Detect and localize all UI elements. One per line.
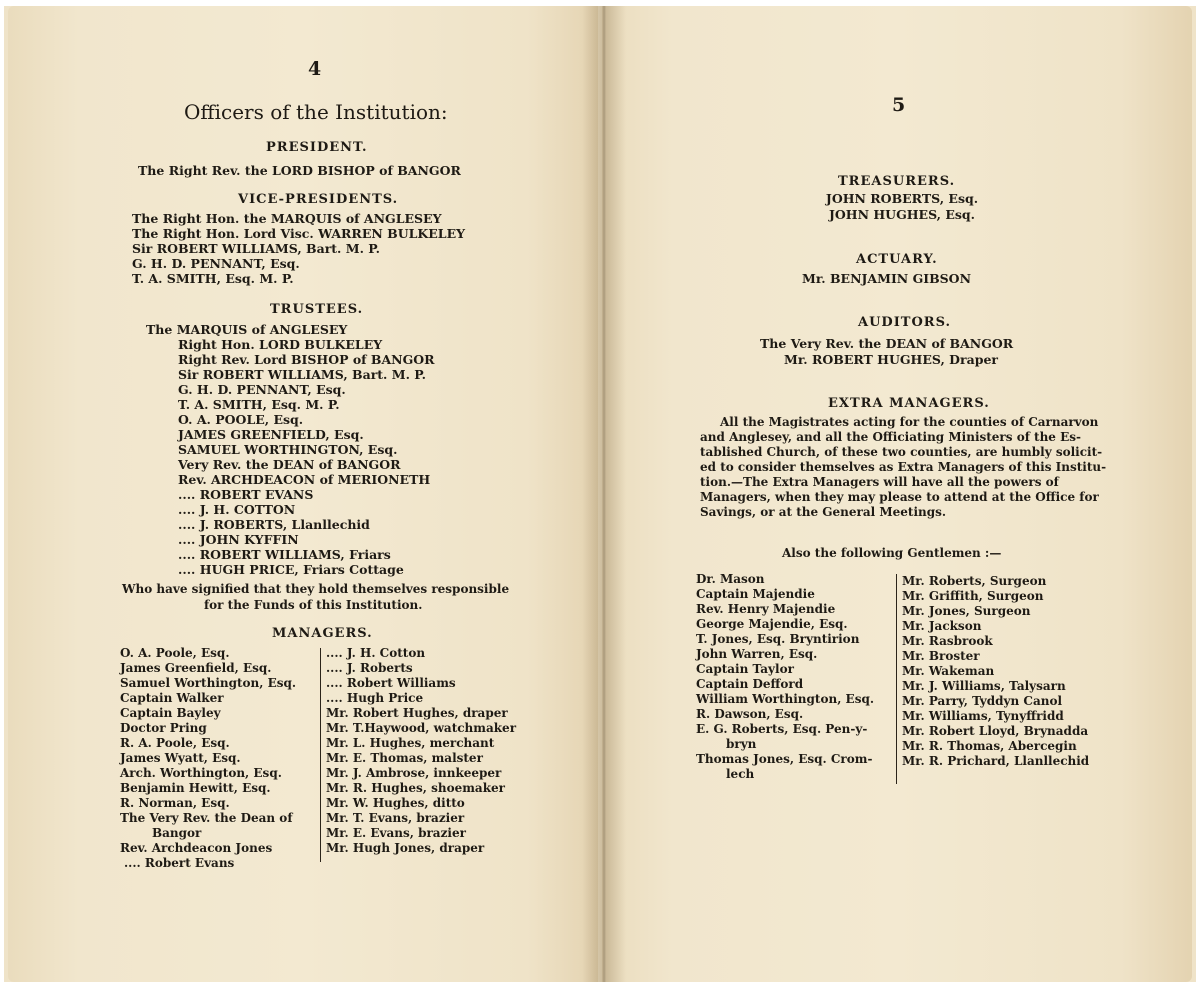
list-item: bryn [726,737,757,751]
list-item: Mr. J. Williams, Talysarn [902,679,1066,693]
list-item: Doctor Pring [120,721,207,735]
trustees-heading: TRUSTEES. [270,302,364,317]
paragraph-line: Managers, when they may please to attend at the Office for [700,490,1099,504]
paragraph-line: All the Magistrates acting for the counties of Carnarvon [720,415,1099,429]
list-item: Sir ROBERT WILLIAMS, Bart. M. P. [178,367,426,382]
list-item: Mr. R. Prichard, Llanllechid [902,754,1090,768]
paragraph-line: tion.—The Extra Managers will have all the powers of [700,475,1059,489]
vice-presidents-heading: VICE-PRESIDENTS. [238,192,399,207]
gentlemen-heading: Also the following Gentlemen :— [782,546,1002,560]
list-item: Very Rev. the DEAN of BANGOR [178,457,401,472]
list-item: Mr. Rasbrook [902,634,993,648]
list-item: Mr. Robert Lloyd, Brynadda [902,724,1089,738]
paragraph-line: tablished Church, of these two counties, are humbly solicit- [700,445,1103,459]
list-item: T. Jones, Esq. Bryntirion [696,632,860,646]
list-item: Mr. Parry, Tyddyn Canol [902,694,1063,708]
column-divider [320,648,321,862]
list-item: JOHN ROBERTS, Esq. [825,191,979,206]
list-item: O. A. Poole, Esq. [120,646,230,660]
list-item: .... J. H. Cotton [326,646,426,660]
list-item: The Right Hon. Lord Visc. WARREN BULKELEY [132,226,466,241]
right-page [602,6,1192,982]
list-item: Captain Bayley [120,706,221,720]
list-item: Mr. R. Thomas, Abercegin [902,739,1077,753]
list-item: Mr. T. Evans, brazier [326,811,465,825]
list-item: Mr. Jones, Surgeon [902,604,1031,618]
list-item: .... J. ROBERTS, Llanllechid [178,517,370,532]
list-item: Captain Defford [696,677,804,691]
list-item: The Very Rev. the Dean of [120,811,293,825]
column-divider [896,574,897,784]
managers-right-column [326,646,516,856]
list-item: .... Robert Evans [124,856,235,870]
list-item: T. A. SMITH, Esq. M. P. [132,271,294,286]
list-item: Captain Majendie [696,587,815,601]
list-item: Mr. E. Evans, brazier [326,826,466,840]
list-item: Rev. Henry Majendie [696,602,836,616]
list-item: Mr. Robert Hughes, draper [326,706,508,720]
gentlemen-right-column [902,574,1089,769]
left-page [8,6,598,982]
list-item: John Warren, Esq. [696,647,818,661]
trustees-note-line: Who have signified that they hold themselves responsible [122,582,510,596]
list-item: The Very Rev. the DEAN of BANGOR [760,336,1014,351]
list-item: Mr. R. Hughes, shoemaker [326,781,505,795]
list-item: Mr. J. Ambrose, innkeeper [326,766,502,780]
president-name: The Right Rev. the LORD BISHOP of BANGOR [138,163,461,178]
list-item: Right Rev. Lord BISHOP of BANGOR [178,352,435,367]
list-item: Sir ROBERT WILLIAMS, Bart. M. P. [132,241,380,256]
list-item: G. H. D. PENNANT, Esq. [178,382,346,397]
paragraph-line: and Anglesey, and all the Officiating Ministers of the Es- [700,430,1081,444]
list-item: Mr. Roberts, Surgeon [902,574,1047,588]
list-item: E. G. Roberts, Esq. Pen-y- [696,722,868,736]
list-item: Mr. ROBERT HUGHES, Draper [784,352,998,367]
trustees-note-line: for the Funds of this Institution. [204,598,423,612]
page-number: 5 [892,94,906,116]
list-item: Mr. Hugh Jones, draper [326,841,485,855]
page-title: Officers of the Institution: [184,100,448,124]
list-item: Samuel Worthington, Esq. [120,676,297,690]
list-item: Mr. Jackson [902,619,982,633]
list-item: The Right Hon. the MARQUIS of ANGLESEY [132,211,442,226]
list-item: O. A. POOLE, Esq. [178,412,304,427]
list-item: SAMUEL WORTHINGTON, Esq. [178,442,398,457]
list-item: Bangor [152,826,202,840]
list-item: Mr. L. Hughes, merchant [326,736,495,750]
list-item: Mr. Wakeman [902,664,995,678]
list-item: Thomas Jones, Esq. Crom- [696,752,873,766]
list-item: JAMES GREENFIELD, Esq. [178,427,364,442]
list-item: Mr. Williams, Tynyffridd [902,709,1064,723]
gentlemen-left-column [696,572,874,782]
list-item: Mr. W. Hughes, ditto [326,796,465,810]
page-number: 4 [308,58,322,80]
list-item: Mr. T.Haywood, watchmaker [326,721,517,735]
list-item: T. A. SMITH, Esq. M. P. [178,397,340,412]
list-item: Mr. E. Thomas, malster [326,751,483,765]
list-item: James Greenfield, Esq. [120,661,272,675]
list-item: .... Hugh Price [326,691,424,705]
list-item: Mr. Griffith, Surgeon [902,589,1044,603]
list-item: Right Hon. LORD BULKELEY [178,337,383,352]
extra-managers-paragraph [700,415,1106,520]
list-item: Captain Taylor [696,662,794,676]
list-item: .... ROBERT WILLIAMS, Friars [178,547,391,562]
list-item: Dr. Mason [696,572,765,586]
list-item: .... Robert Williams [326,676,456,690]
actuary-name: Mr. BENJAMIN GIBSON [802,271,972,286]
list-item: lech [726,767,755,781]
open-pamphlet [4,6,1196,982]
list-item: The MARQUIS of ANGLESEY [146,322,348,337]
list-item: .... JOHN KYFFIN [178,532,299,547]
list-item: .... J. H. COTTON [178,502,296,517]
treasurers-heading: TREASURERS. [838,174,956,189]
list-item: .... HUGH PRICE, Friars Cottage [178,562,404,577]
trustees-list [178,337,435,577]
list-item: R. Norman, Esq. [120,796,230,810]
list-item: G. H. D. PENNANT, Esq. [132,256,300,271]
list-item: JOHN HUGHES, Esq. [828,207,976,222]
list-item: Arch. Worthington, Esq. [120,766,282,780]
auditors-heading: AUDITORS. [858,315,952,330]
list-item: R. A. Poole, Esq. [120,736,230,750]
managers-heading: MANAGERS. [272,626,373,641]
list-item: Benjamin Hewitt, Esq. [120,781,271,795]
book-gutter [582,6,626,982]
paragraph-line: ed to consider themselves as Extra Managers of this Institu- [700,460,1107,474]
list-item: Captain Walker [120,691,224,705]
list-item: R. Dawson, Esq. [696,707,804,721]
list-item: .... J. Roberts [326,661,413,675]
president-heading: PRESIDENT. [266,140,368,155]
list-item: James Wyatt, Esq. [120,751,241,765]
list-item: William Worthington, Esq. [696,692,875,706]
actuary-heading: ACTUARY. [856,252,938,267]
list-item: George Majendie, Esq. [696,617,848,631]
vice-presidents-list [132,211,465,286]
list-item: Rev. Archdeacon Jones [120,841,273,855]
paragraph-line: Savings, or at the General Meetings. [700,505,947,519]
list-item: Mr. Broster [902,649,980,663]
extra-managers-heading: EXTRA MANAGERS. [828,396,990,411]
list-item: .... ROBERT EVANS [178,487,314,502]
managers-left-column [120,646,296,871]
list-item: Rev. ARCHDEACON of MERIONETH [178,472,431,487]
